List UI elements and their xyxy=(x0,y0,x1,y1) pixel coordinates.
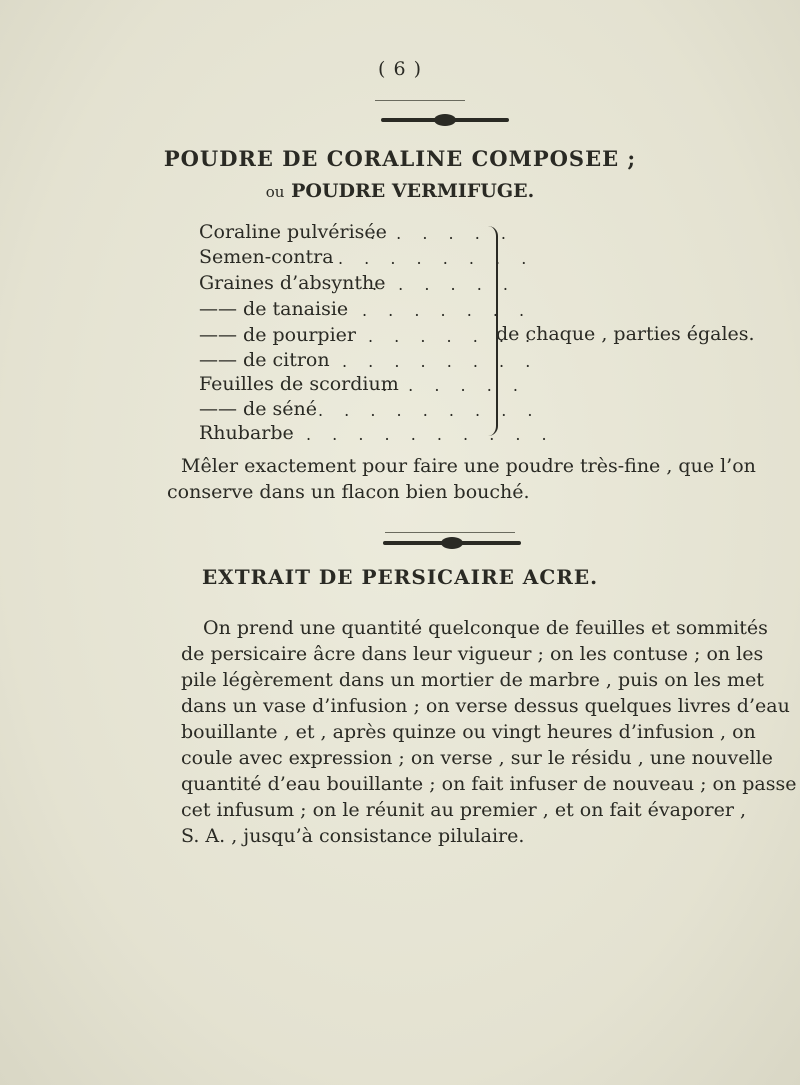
middle-ornament-rule xyxy=(383,541,521,545)
ingredient-item: Coraline pulvérisée xyxy=(199,221,387,243)
leader-dots: . . . . . . . . . . xyxy=(306,425,555,444)
ingredient-item: Feuilles de scordium xyxy=(199,373,399,395)
paragraph-line: dans un vase d’infusion ; on verse dessus quelques livres d’eau xyxy=(181,695,790,717)
ingredient-item: Graines d’absynthe xyxy=(199,272,386,294)
instruction-line: conserve dans un flacon bien bouché. xyxy=(167,481,530,503)
leader-dots: . . . . . . . . . xyxy=(318,401,541,420)
section1-title: POUDRE DE CORALINE COMPOSEE ; xyxy=(163,146,637,171)
instruction-line: Mêler exactement pour faire une poudre très-fine , que l’on xyxy=(181,455,756,477)
paragraph-line: cet infusum ; on le réunit au premier , et on fait évaporer , xyxy=(181,799,747,821)
top-thin-line xyxy=(375,100,465,101)
brace-label: de chaque , parties égales. xyxy=(496,323,755,345)
leader-dots: . . . . . . xyxy=(382,376,526,395)
paragraph-line: bouillante , et , après quinze ou vingt heures d’infusion , on xyxy=(181,721,756,743)
leader-dots: . . . . . . xyxy=(370,224,514,243)
ingredient-item: —— de citron xyxy=(199,349,330,371)
section2-title: EXTRAIT DE PERSICAIRE ACRE. xyxy=(201,565,599,589)
ingredient-item: Rhubarbe xyxy=(199,422,294,444)
paragraph-line: pile légèrement dans un mortier de marbre , puis on les met xyxy=(181,669,764,691)
ingredient-item: —— de tanaisie xyxy=(199,298,349,320)
paragraph-line: On prend une quantité quelconque de feuilles et sommités xyxy=(203,617,768,639)
page-number: ( 6 ) xyxy=(378,58,422,80)
separator-thin-line xyxy=(385,532,515,533)
leader-dots: . . . . . . . xyxy=(368,327,539,346)
leader-dots: . . . . . . xyxy=(372,275,516,294)
leader-dots: . . . . . . . . xyxy=(342,352,539,371)
subtitle-text: POUDRE VERMIFUGE. xyxy=(291,180,535,202)
top-ornament-rule xyxy=(381,118,509,122)
paragraph-line: S. A. , jusqu’à consistance pilulaire. xyxy=(181,825,525,847)
section1-instructions xyxy=(167,453,756,505)
paragraph-line: quantité d’eau bouillante ; on fait infuser de nouveau ; on passe xyxy=(181,773,797,795)
paragraph-line: de persicaire âcre dans leur vigueur ; on les contuse ; on les xyxy=(181,643,764,665)
ingredient-item: Semen-contra xyxy=(199,246,334,268)
ingredient-item: —— de séné xyxy=(199,398,317,420)
ingredient-item: —— de pourpier xyxy=(199,324,356,346)
section2-paragraph xyxy=(181,615,797,849)
leader-dots: . . . . . . . xyxy=(362,301,533,320)
leader-dots: . . . . . . . . xyxy=(338,249,535,268)
subtitle-prefix: ou xyxy=(265,183,285,201)
section1-subtitle xyxy=(0,180,800,202)
paragraph-line: coule avec expression ; on verse , sur le résidu , une nouvelle xyxy=(181,747,773,769)
